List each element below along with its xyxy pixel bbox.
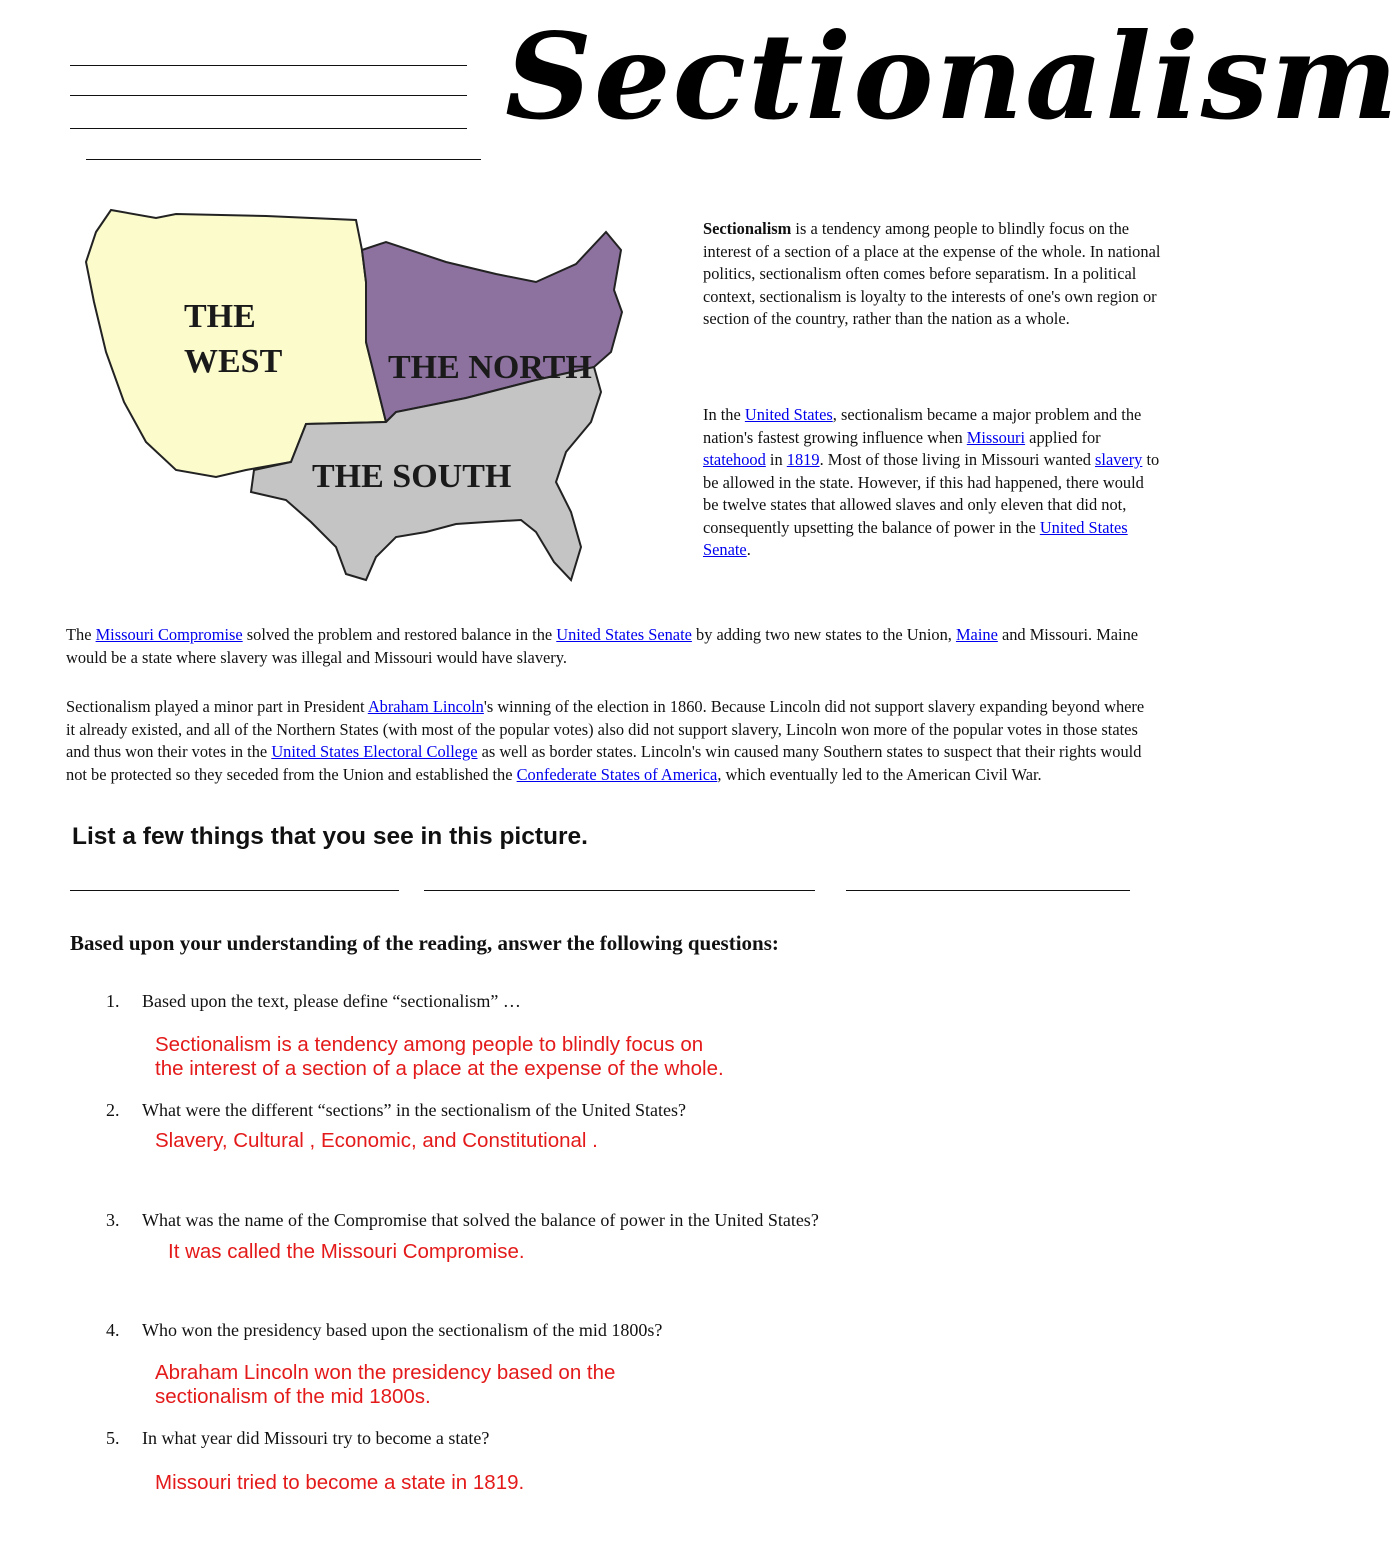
answer-line: Abraham Lincoln won the presidency based on the	[155, 1361, 616, 1384]
name-blank-line-4[interactable]	[86, 159, 481, 160]
paragraph-text: to be allowed in the state. However, if this had happened, there would be twelve states that allowed slaves and only eleven that did not, consequently upsetting the balance of power in the	[703, 450, 1160, 537]
inline-link[interactable]: Missouri Compromise	[95, 625, 243, 644]
paragraph-text: in	[765, 450, 787, 469]
question-number: 3.	[106, 1210, 120, 1230]
paragraph-text: The	[66, 625, 96, 644]
paragraph-text: . Most of those living in Missouri wanted	[819, 450, 1096, 469]
paragraph-text: In the	[703, 405, 745, 424]
inline-link[interactable]: Confederate States of America	[516, 764, 718, 784]
picture-answer-blank-3[interactable]	[846, 890, 1130, 891]
answer-5[interactable]	[155, 1471, 524, 1495]
question-2	[106, 1099, 686, 1121]
definition-paragraph	[703, 218, 1163, 331]
paragraph-text: as well as border states. Lincoln's win caused many Southern states to suspect that their rights would not be protected so they seceded from the Union and established the	[66, 742, 1142, 784]
questions-heading: Based upon your understanding of the reading, answer the following questions:	[70, 931, 779, 955]
inline-link[interactable]: United States Senate	[703, 517, 1128, 559]
question-number: 4.	[106, 1320, 120, 1340]
question-text: Who won the presidency based upon the sectionalism of the mid 1800s?	[142, 1320, 663, 1340]
definition-text: is a tendency among people to blindly focus on the interest of a section of a place at the expense of the whole. In national politics, sectionalism often comes before separatism. In a political context, sectionalism is loyalty to the interests of one's own region or section of the country, rather than the nation as a whole.	[703, 219, 1161, 328]
question-5	[106, 1427, 489, 1449]
name-blank-line-1[interactable]	[70, 65, 467, 66]
picture-prompt: List a few things that you see in this picture.	[72, 823, 588, 850]
page-title: Sectionalism	[505, 7, 1400, 146]
question-number: 2.	[106, 1100, 120, 1120]
inline-link[interactable]: United States Electoral College	[271, 742, 478, 761]
answer-1[interactable]	[155, 1033, 724, 1081]
question-text: In what year did Missouri try to become a state?	[142, 1428, 490, 1448]
inline-link[interactable]: slavery	[1095, 450, 1143, 469]
paragraph-text: by adding two new states to the Union,	[691, 625, 956, 644]
answer-line: It was called the Missouri Compromise.	[168, 1240, 525, 1263]
answer-4[interactable]	[155, 1361, 615, 1409]
paragraph-text: .	[746, 540, 751, 559]
sectionalism-map	[66, 202, 638, 586]
definition-term: Sectionalism	[703, 219, 792, 238]
answer-line: Missouri tried to become a state in 1819.	[155, 1471, 525, 1494]
paragraph-text: and Missouri. Maine would be a state where slavery was illegal and Missouri would have slavery.	[66, 625, 1139, 667]
inline-link[interactable]: United States	[744, 405, 833, 424]
answer-line: the interest of a section of a place at the expense of the whole.	[155, 1057, 724, 1080]
question-text: What was the name of the Compromise that solved the balance of power in the United States?	[142, 1210, 819, 1230]
question-3	[106, 1209, 819, 1231]
question-1	[106, 990, 521, 1012]
name-blank-line-3[interactable]	[70, 128, 467, 129]
inline-link[interactable]: statehood	[703, 450, 766, 469]
map-label-north: THE NORTH	[388, 349, 592, 386]
picture-answer-blank-2[interactable]	[424, 890, 815, 891]
answer-line: sectionalism of the mid 1800s.	[155, 1385, 431, 1408]
question-number: 1.	[106, 991, 120, 1011]
paragraph-text: applied for	[1025, 427, 1101, 447]
question-text: Based upon the text, please define “sectionalism” …	[142, 991, 521, 1011]
map-label-west-line1: THE	[184, 298, 256, 335]
paragraph-text: , sectionalism became a major problem and the nation's fastest growing influence when	[703, 405, 1142, 447]
paragraph-text: 's winning of the election in 1860. Because Lincoln did not support slavery expanding beyond where it already existed, and all of the Northern States (with most of the popular votes) also did not support slavery, Lincoln won more of the popular votes in those states and thus won their votes in the	[66, 697, 1145, 761]
inline-link[interactable]: United States Senate	[556, 625, 692, 644]
name-blank-line-2[interactable]	[70, 95, 467, 96]
picture-answer-blank-1[interactable]	[70, 890, 399, 891]
answer-3[interactable]	[168, 1240, 525, 1264]
inline-link[interactable]: Maine	[955, 625, 998, 644]
map-label-west-line2: WEST	[184, 343, 283, 380]
paragraph-text: , which eventually led to the American Civil War.	[717, 764, 1042, 784]
map-label-south: THE SOUTH	[312, 458, 512, 495]
question-4	[106, 1319, 662, 1341]
answer-line: Sectionalism is a tendency among people to blindly focus on	[155, 1033, 704, 1056]
paragraph-text: solved the problem and restored balance in the	[242, 625, 557, 644]
missouri-compromise-paragraph	[66, 624, 1146, 669]
question-number: 5.	[106, 1428, 120, 1448]
inline-link[interactable]: Abraham Lincoln	[367, 697, 484, 716]
paragraph-text: Sectionalism played a minor part in President	[66, 697, 368, 716]
inline-link[interactable]: Missouri	[966, 427, 1026, 447]
inline-link[interactable]: 1819	[786, 450, 820, 469]
answer-line: Slavery, Cultural , Economic, and Constitutional .	[155, 1129, 598, 1152]
lincoln-election-paragraph	[66, 696, 1146, 786]
question-text: What were the different “sections” in the sectionalism of the United States?	[142, 1100, 686, 1120]
missouri-statehood-paragraph	[703, 404, 1163, 562]
answer-2[interactable]	[155, 1129, 598, 1153]
